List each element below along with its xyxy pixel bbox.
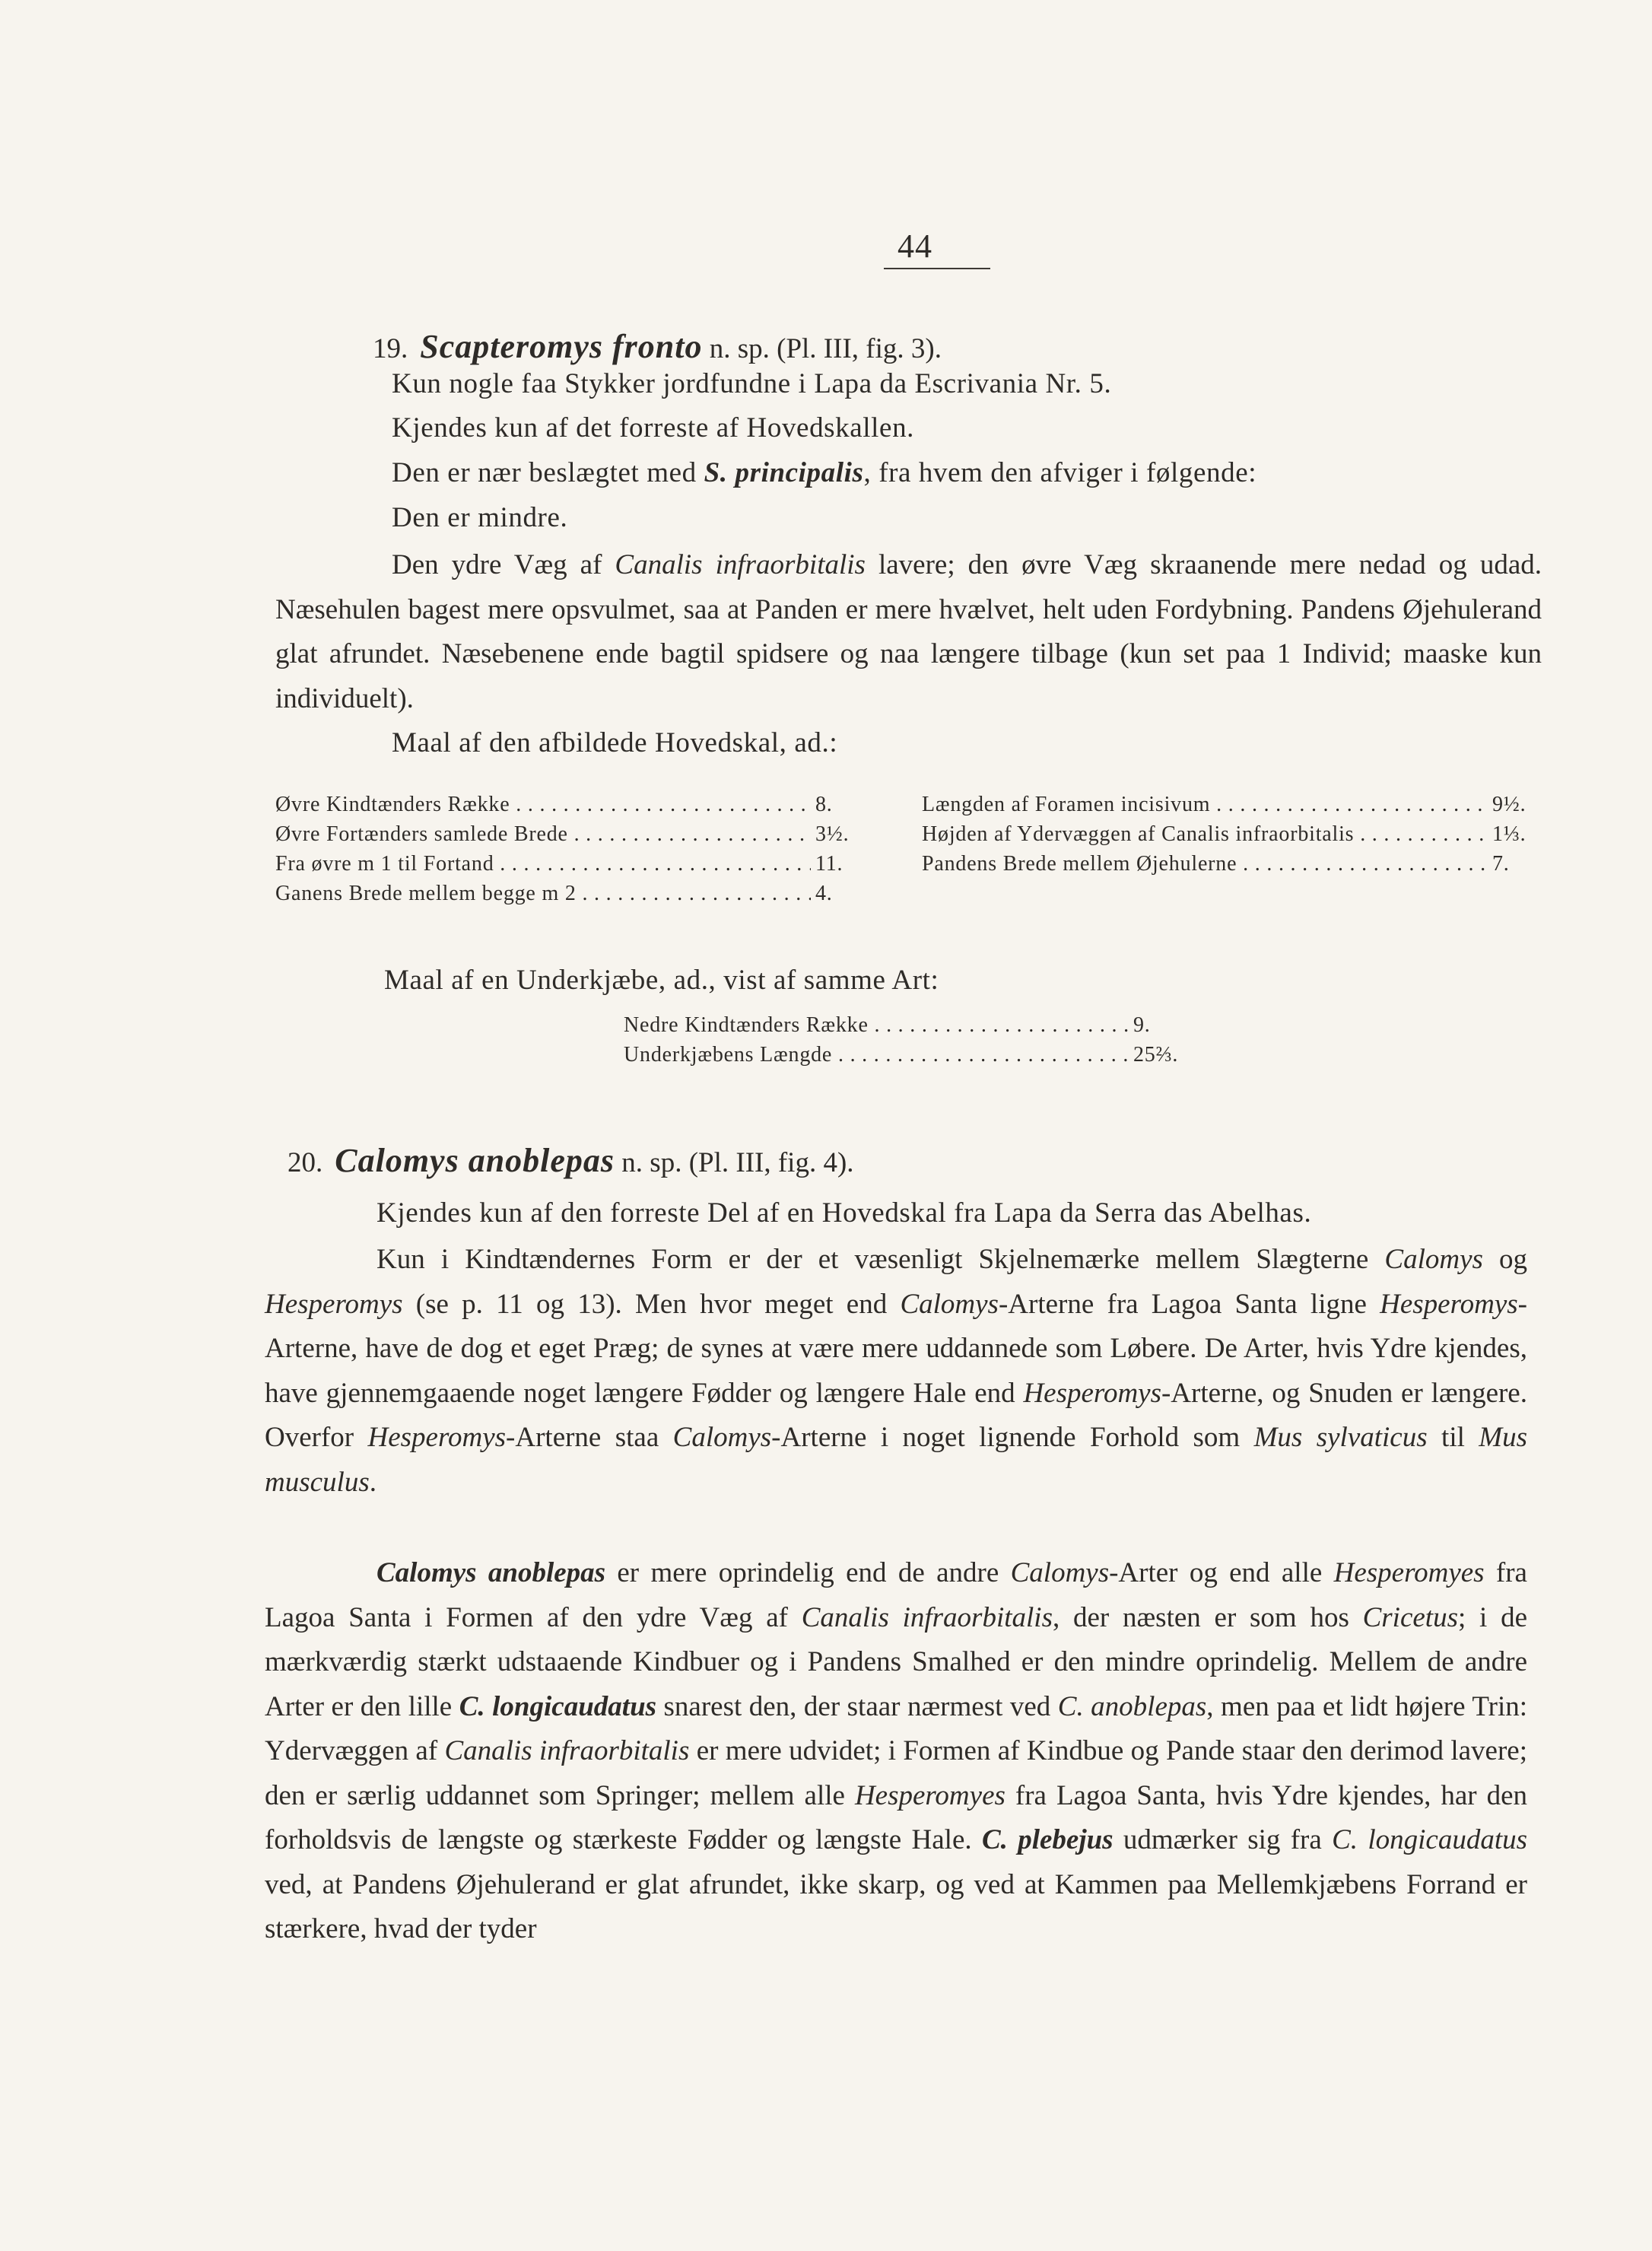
- text-run: Calomys: [672, 1422, 772, 1453]
- text-run: Hesperomyes: [854, 1779, 1005, 1811]
- table-value: 8.: [815, 793, 833, 816]
- table-row: [275, 882, 869, 911]
- text-run: Hesperomyes: [1333, 1557, 1485, 1588]
- table-label: Længden af Foramen incisivum . . .: [922, 793, 1488, 822]
- text-run: er mere udvidet; i Formen af Kindbue og Pande staar den derimod lavere; den er særlig uddannet som Springer; mellem alle: [265, 1735, 1527, 1811]
- text-run: Calomys: [1384, 1244, 1483, 1275]
- text-run: Hesperomys: [265, 1288, 403, 1320]
- text-run: C. longicaudatus: [459, 1690, 657, 1722]
- text-run: Canalis infraorbitalis: [615, 549, 866, 580]
- heading-tail: n. sp. (Pl. III, fig. 3).: [702, 333, 942, 364]
- text-run: Hesperomys: [1023, 1377, 1161, 1409]
- text-run: S. principalis: [704, 457, 864, 488]
- table-label: Højden af Ydervæggen af Canalis infraorbitalis . . .: [922, 822, 1488, 852]
- text-run: Kun i Kindtændernes Form er der et væsenligt Skjelnemærke mellem Slægterne: [376, 1244, 1385, 1275]
- section-19-heading: [373, 327, 942, 366]
- table-row: [922, 822, 1546, 852]
- text-run: -Arterne fra Lagoa Santa ligne: [998, 1288, 1380, 1320]
- text-run: er mere oprindelig end de andre: [605, 1557, 1011, 1588]
- text-run: Cricetus: [1362, 1601, 1458, 1633]
- section-number: 19.: [373, 333, 408, 364]
- text-run: Calomys: [900, 1288, 999, 1320]
- text-run: -Arterne staa: [506, 1422, 673, 1453]
- table-row: [624, 1013, 1202, 1043]
- text-run: -Arterne, og Snuden er længere. Overfor: [265, 1377, 1527, 1453]
- text-run: ved, at Pandens Øjehulerand er glat afrundet, ikke skarp, og ved at Kammen paa Mellemkjæbens Forrand er stærkere, hvad der tyder: [265, 1868, 1527, 1944]
- text-run: fra Lagoa Santa, hvis Ydre kjendes, har den forholdsvis de længste og stærkeste Fødder og længste Hale.: [265, 1779, 1528, 1855]
- text-run: udmærker sig fra: [1113, 1824, 1333, 1855]
- text-run: snarest den, der staar nærmest ved: [656, 1690, 1058, 1722]
- measurement-table-right: [922, 793, 1546, 882]
- text-run: -Arterne, have de dog et eget Præg; de synes at være mere uddannede som Løbere. De Arter, hvis Ydre kjendes, have gjennemgaaende noget længere Fødder og længere Hale end: [265, 1288, 1527, 1409]
- text-run: Hesperomys: [367, 1422, 507, 1453]
- table-row: [275, 793, 869, 822]
- text-run: -Arterne i noget lignende Forhold som: [771, 1422, 1254, 1453]
- text-run: C. plebejus: [981, 1824, 1114, 1855]
- table-label: Pandens Brede mellem Øjehulerne . . .: [922, 852, 1488, 882]
- table-label: Nedre Kindtænders Række . . .: [624, 1013, 1129, 1043]
- page-number-rule: [884, 268, 990, 269]
- text-line: Kun nogle faa Stykker jordfundne i Lapa da Escrivania Nr. 5.: [392, 368, 1112, 399]
- species-name: Calomys anoblepas: [335, 1142, 615, 1179]
- text-run: Hesperomys: [1380, 1288, 1518, 1320]
- text-run: til: [1427, 1422, 1479, 1453]
- paragraph: [265, 1551, 1527, 1952]
- text-run: Mus musculus: [265, 1422, 1528, 1498]
- text-run: Den er nær beslægtet med: [392, 457, 704, 488]
- table-label: Øvre Fortænders samlede Brede . . .: [275, 822, 811, 852]
- measurement-table-left: [275, 793, 869, 911]
- text-line: Kjendes kun af den forreste Del af en Hovedskal fra Lapa da Serra das Abelhas.: [376, 1197, 1312, 1229]
- text-run: .: [369, 1466, 376, 1498]
- text-run: , der næsten er som hos: [1052, 1601, 1363, 1633]
- text-run: , fra hvem den afviger i følgende:: [863, 457, 1257, 488]
- text-run: Canalis infraorbitalis: [444, 1735, 690, 1766]
- text-run: Mus sylvaticus: [1253, 1422, 1428, 1453]
- table-value: 11.: [815, 852, 843, 876]
- text-run: lavere; den øvre Væg skraanende mere nedad og udad. Næsehulen bagest mere opsvulmet, saa at Panden er mere hvælvet, helt uden Fordybning. Pandens Øjehulerand glat afrundet. Næsebenene ende bagtil spidsere og naa længere tilbage (kun set paa 1 Individ; maaske kun individuelt).: [275, 549, 1542, 714]
- page-number: 44: [897, 227, 932, 265]
- table-value: 3½.: [815, 822, 850, 846]
- text-run: fra Lagoa Santa i Formen af den ydre Væg af: [265, 1557, 1527, 1633]
- paragraph: [265, 1238, 1527, 1505]
- text-run: , men paa et lidt højere Trin: Ydervæggen af: [265, 1690, 1528, 1766]
- text-line: Kjendes kun af det forreste af Hovedskallen.: [392, 412, 915, 444]
- text-run: C. anoblepas: [1057, 1690, 1207, 1722]
- table-value: 1⅓.: [1492, 822, 1527, 846]
- text-line: Den er mindre.: [392, 502, 568, 533]
- table-value: 9.: [1133, 1013, 1151, 1037]
- species-name: Scapteromys fronto: [420, 328, 703, 365]
- text-run: Calomys anoblepas: [376, 1557, 606, 1588]
- text-run: Den ydre Væg af: [392, 549, 615, 580]
- text-run: Canalis infraorbitalis: [801, 1601, 1053, 1633]
- text-run: ; i de mærkværdig stærkt udstaaende Kindbuer og i Pandens Smalhed er den mindre oprindelig. Mellem de andre Arter er den lille: [265, 1601, 1527, 1722]
- measurement-table-lower: [624, 1013, 1202, 1073]
- table-row: [624, 1043, 1202, 1073]
- paragraph: [275, 543, 1542, 721]
- table-value: 25⅔.: [1133, 1043, 1179, 1067]
- table-label: Underkjæbens Længde . . .: [624, 1043, 1129, 1073]
- table-row: [275, 852, 869, 882]
- section-20-heading: [288, 1141, 854, 1180]
- table-row: [922, 793, 1546, 822]
- table-row: [275, 822, 869, 852]
- table-row: [922, 852, 1546, 882]
- table-label: Ganens Brede mellem begge m 2 . . .: [275, 882, 811, 911]
- table-label: Fra øvre m 1 til Fortand . . .: [275, 852, 811, 882]
- text-line: Maal af den afbildede Hovedskal, ad.:: [392, 727, 838, 758]
- text-run: C. longicaudatus: [1332, 1824, 1527, 1855]
- heading-tail: n. sp. (Pl. III, fig. 4).: [615, 1147, 854, 1178]
- text-line: [392, 456, 1256, 489]
- table-label: Øvre Kindtænders Række . . .: [275, 793, 811, 822]
- table-value: 7.: [1492, 852, 1510, 876]
- text-run: (se p. 11 og 13). Men hvor meget end: [402, 1288, 901, 1320]
- table-value: 9½.: [1492, 793, 1527, 816]
- table-value: 4.: [815, 882, 833, 905]
- text-run: -Arter og end alle: [1109, 1557, 1334, 1588]
- text-run: Calomys: [1010, 1557, 1110, 1588]
- text-run: og: [1482, 1244, 1527, 1275]
- text-line: Maal af en Underkjæbe, ad., vist af samme Art:: [384, 965, 939, 996]
- section-number: 20.: [288, 1147, 323, 1178]
